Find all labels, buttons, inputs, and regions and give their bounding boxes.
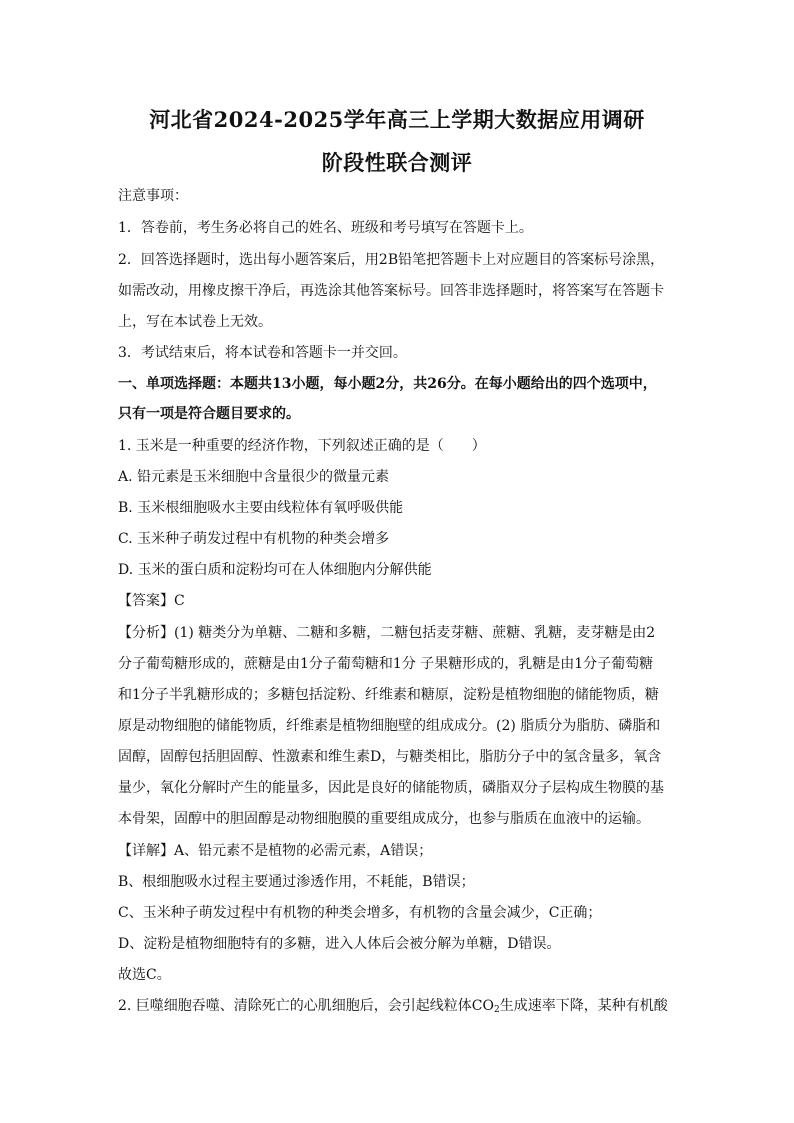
section-heading-line-1: 一、单项选择题：本题共13小题，每小题2分，共26分。在每小题给出的四个选项中，	[118, 376, 657, 392]
detail-conclusion: 故选C。	[118, 967, 171, 983]
analysis-line-2: 分子葡萄糖形成的，蔗糖是由1分子葡萄糖和1分 子果糖形成的，乳糖是由1分子葡萄糖	[118, 656, 654, 672]
analysis-line-6: 量少，氧化分解时产生的能量多，因此是良好的储能物质，磷脂双分子层构成生物膜的基	[118, 780, 664, 796]
notice-item-1: 1．答卷前，考生务必将自己的姓名、班级和考号填写在答题卡上。	[118, 220, 533, 236]
question-2-stem-text-continued: 生成速率下降，某种有机酸	[499, 998, 668, 1014]
analysis-line-7: 本骨架，固醇中的胆固醇是动物细胞膜的重要组成成分，也参与脂质在血液中的运输。	[118, 811, 650, 827]
question-1-option-c: C. 玉米种子萌发过程中有机物的种类会增多	[118, 531, 390, 547]
question-1-answer: 【答案】C	[118, 593, 185, 609]
detail-line-4: D、淀粉是植物细胞特有的多糖，进入人体后会被分解为单糖，D错误。	[118, 936, 561, 952]
question-2-stem-text: 2. 巨噬细胞吞噬、清除死亡的心肌细胞后，会引起线粒体CO	[118, 998, 494, 1014]
notice-heading: 注意事项：	[118, 188, 188, 204]
detail-line-2: B、根细胞吸水过程主要通过渗透作用，不耗能，B错误；	[118, 874, 475, 890]
notice-item-2-line-2: 如需改动，用橡皮擦干净后，再选涂其他答案标号。回答非选择题时，将答案写在答题卡	[118, 283, 664, 299]
detail-line-1: 【详解】A、铅元素不是植物的必需元素，A错误；	[118, 843, 433, 859]
section-heading-line-2: 只有一项是符合题目要求的。	[118, 406, 300, 422]
co2-subscript: 2	[494, 1005, 500, 1015]
analysis-line-4: 原是动物细胞的储能物质，纤维素是植物细胞壁的组成成分。(2) 脂质分为脂肪、磷脂和	[118, 718, 661, 734]
question-2-stem	[118, 996, 678, 1016]
notice-item-2-line-3: 上，写在本试卷上无效。	[118, 314, 272, 330]
question-1-option-a: A. 铅元素是玉米细胞中含量很少的微量元素	[118, 469, 390, 485]
analysis-line-3: 和1分子半乳糖形成的；多糖包括淀粉、纤维素和糖原，淀粉是植物细胞的储能物质，糖	[118, 687, 659, 703]
document-title-line2: 阶段性联合测评	[321, 150, 473, 175]
notice-item-3: 3．考试结束后，将本试卷和答题卡一并交回。	[118, 345, 407, 361]
document-title-line1: 河北省2024-2025学年高三上学期大数据应用调研	[149, 107, 645, 132]
question-1-option-d: D. 玉米的蛋白质和淀粉均可在人体细胞内分解供能	[118, 562, 432, 578]
question-1-stem: 1. 玉米是一种重要的经济作物，下列叙述正确的是（ ）	[118, 438, 486, 454]
detail-line-3: C、玉米种子萌发过程中有机物的种类会增多，有机物的含量会减少，C正确；	[118, 905, 602, 921]
analysis-line-1: 【分析】(1) 糖类分为单糖、二糖和多糖，二糖包括麦芽糖、蔗糖、乳糖，麦芽糖是由2	[118, 625, 656, 641]
notice-item-2-line-1: 2．回答选择题时，选出每小题答案后，用2B铅笔把答题卡上对应题目的答案标号涂黑，	[118, 252, 665, 268]
question-1-option-b: B. 玉米根细胞吸水主要由线粒体有氧呼吸供能	[118, 500, 404, 516]
analysis-line-5: 固醇，固醇包括胆固醇、性激素和维生素D，与糖类相比，脂肪分子中的氢含量多，氧含	[118, 749, 662, 765]
